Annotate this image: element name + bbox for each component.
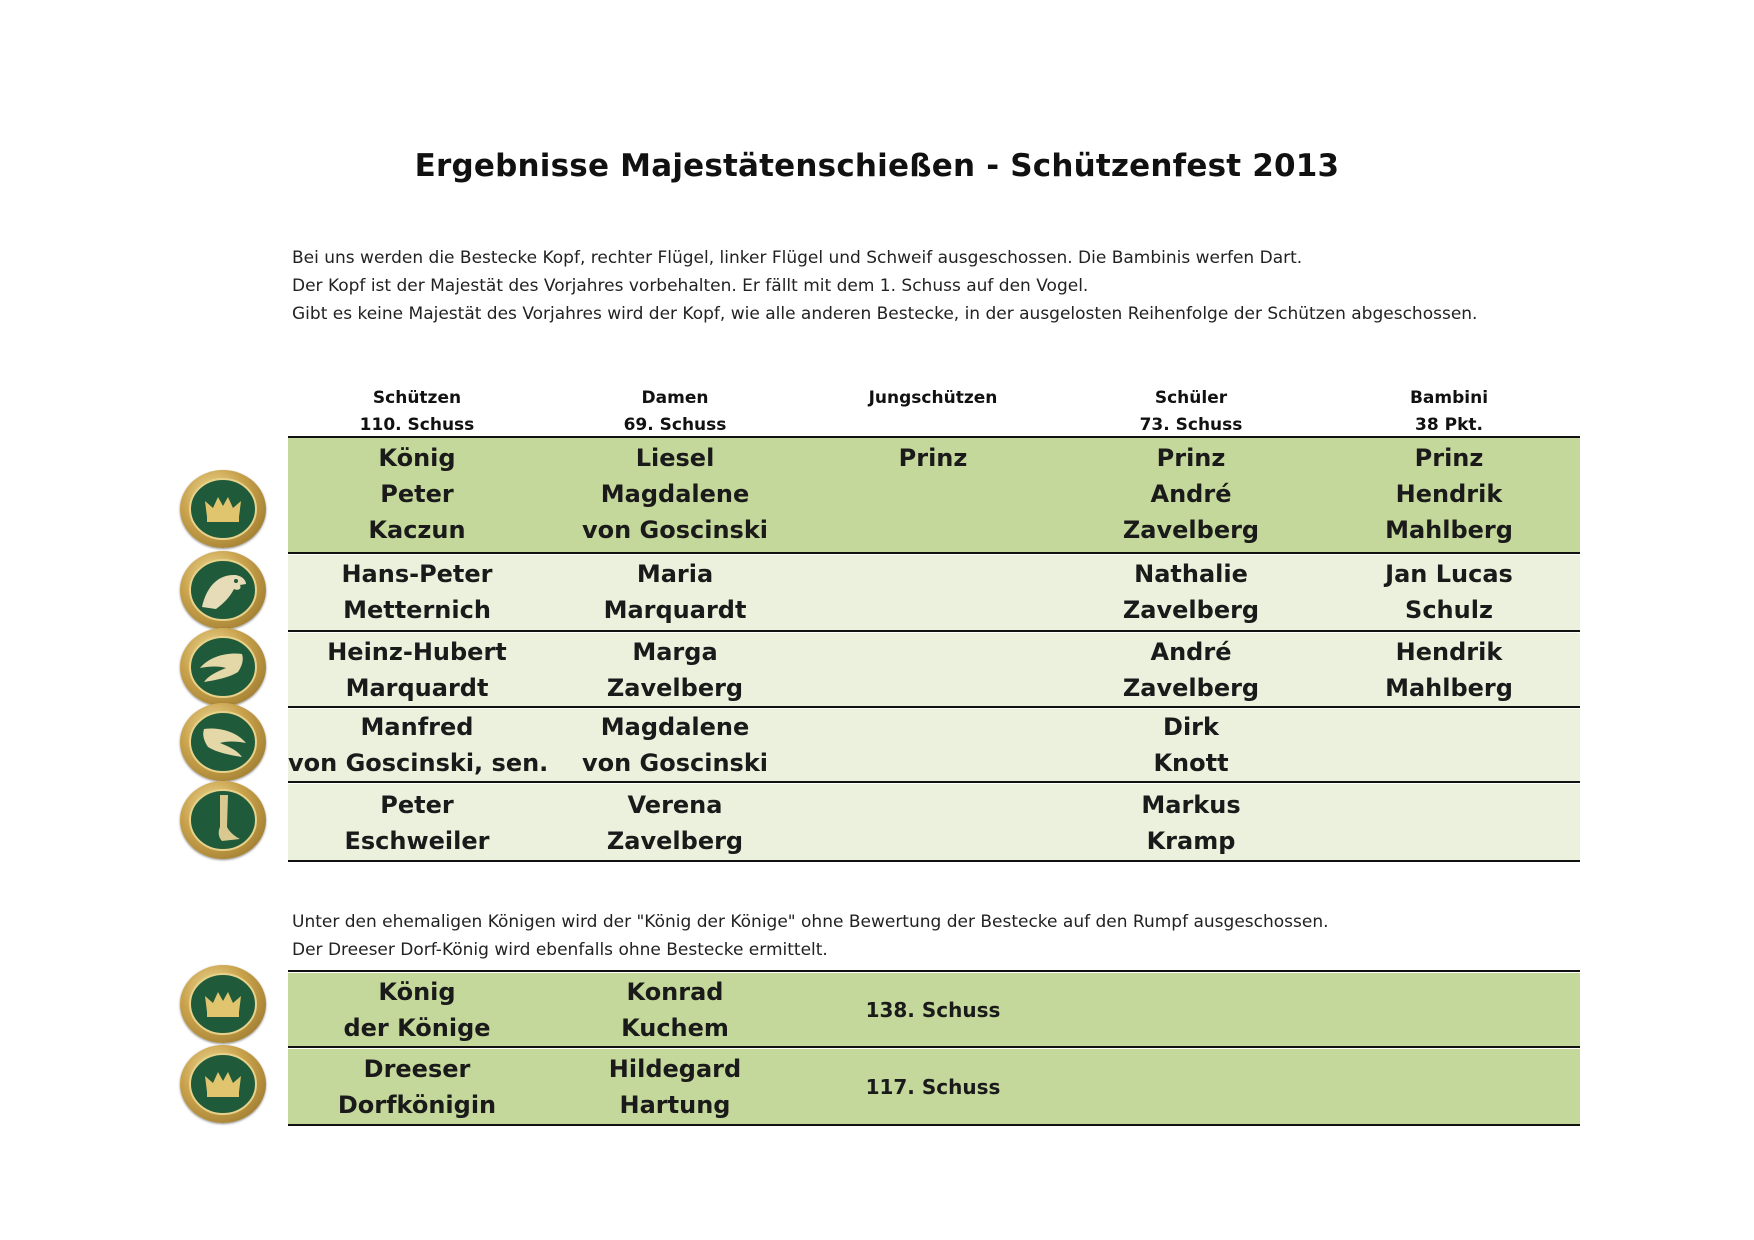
table-rule xyxy=(288,436,1580,438)
cell-name: Konrad Kuchem xyxy=(621,978,729,1042)
cell-schuetzen: Manfred von Goscinski, sen. xyxy=(288,713,549,777)
cell-schueler: André Zavelberg xyxy=(1122,638,1260,702)
cell-title: Dreeser Dorfkönigin xyxy=(337,1055,497,1119)
cell-schueler: Markus Kramp xyxy=(1141,791,1241,855)
table-rule xyxy=(288,1046,1580,1048)
cell-bambini: Hendrik Mahlberg xyxy=(1385,638,1513,702)
intro-line: Der Kopf ist der Majestät des Vorjahres vorbehalten. Er fällt mit dem 1. Schuss auf den Vogel. xyxy=(292,276,1089,296)
cell-schuetzen: König Peter Kaczun xyxy=(368,444,466,544)
column-header-bambini: Bambini 38 Pkt. xyxy=(1409,388,1489,435)
cell-schueler: Nathalie Zavelberg xyxy=(1122,560,1260,624)
crown-badge-icon xyxy=(180,1045,266,1123)
column-header-schueler: Schüler 73. Schuss xyxy=(1139,388,1243,435)
column-header-jungschuetzen: Jungschützen xyxy=(868,388,998,408)
crown-badge-icon xyxy=(180,470,266,548)
cell-damen: Magdalene von Goscinski xyxy=(581,713,769,777)
cell-jungschuetzen: Prinz xyxy=(898,444,968,472)
table-rule xyxy=(288,706,1580,708)
table-rule xyxy=(288,1124,1580,1126)
cell-bambini: Prinz Hendrik Mahlberg xyxy=(1385,444,1513,544)
cell-damen: Liesel Magdalene von Goscinski xyxy=(581,444,769,544)
cell-shot: 117. Schuss xyxy=(865,1075,1001,1099)
column-header-schuetzen: Schützen 110. Schuss xyxy=(359,388,475,435)
cell-schuetzen: Peter Eschweiler xyxy=(344,791,490,855)
cell-title: König der Könige xyxy=(343,978,491,1042)
table-rule xyxy=(288,970,1580,972)
cell-damen: Verena Zavelberg xyxy=(606,791,744,855)
cell-name: Hildegard Hartung xyxy=(608,1055,742,1119)
cell-schuetzen: Heinz-Hubert Marquardt xyxy=(327,638,507,702)
table-rule xyxy=(288,781,1580,783)
crown-badge-icon xyxy=(180,965,266,1043)
table-rule xyxy=(288,860,1580,862)
cell-schueler: Dirk Knott xyxy=(1153,713,1229,777)
note-line: Unter den ehemaligen Königen wird der "König der Könige" ohne Bewertung der Bestecke auf den Rumpf ausgeschossen. xyxy=(292,912,1329,932)
note-text xyxy=(292,908,1329,964)
cell-damen: Maria Marquardt xyxy=(603,560,747,624)
note-line: Der Dreeser Dorf-König wird ebenfalls ohne Bestecke ermittelt. xyxy=(292,940,828,960)
cell-damen: Marga Zavelberg xyxy=(606,638,744,702)
tail-badge-icon xyxy=(180,781,266,859)
intro-line: Bei uns werden die Bestecke Kopf, rechter Flügel, linker Flügel und Schweif ausgeschossen. Die Bambinis werfen Dart. xyxy=(292,248,1303,268)
left-wing-badge-icon xyxy=(180,703,266,781)
column-header-damen: Damen 69. Schuss xyxy=(623,388,727,435)
cell-shot: 138. Schuss xyxy=(865,998,1001,1022)
table-rule xyxy=(288,630,1580,632)
eagle-head-badge-icon xyxy=(180,551,266,629)
right-wing-badge-icon xyxy=(180,628,266,706)
table-rule xyxy=(288,552,1580,554)
cell-bambini: Jan Lucas Schulz xyxy=(1385,560,1513,624)
cell-schuetzen: Hans-Peter Metternich xyxy=(341,560,493,624)
intro-text xyxy=(292,244,1477,328)
page-title: Ergebnisse Majestätenschießen - Schützenfest 2013 xyxy=(414,148,1340,184)
cell-schueler: Prinz André Zavelberg xyxy=(1122,444,1260,544)
intro-line: Gibt es keine Majestät des Vorjahres wird der Kopf, wie alle anderen Bestecke, in der ausgelosten Reihenfolge der Schützen abgeschossen. xyxy=(292,304,1478,324)
